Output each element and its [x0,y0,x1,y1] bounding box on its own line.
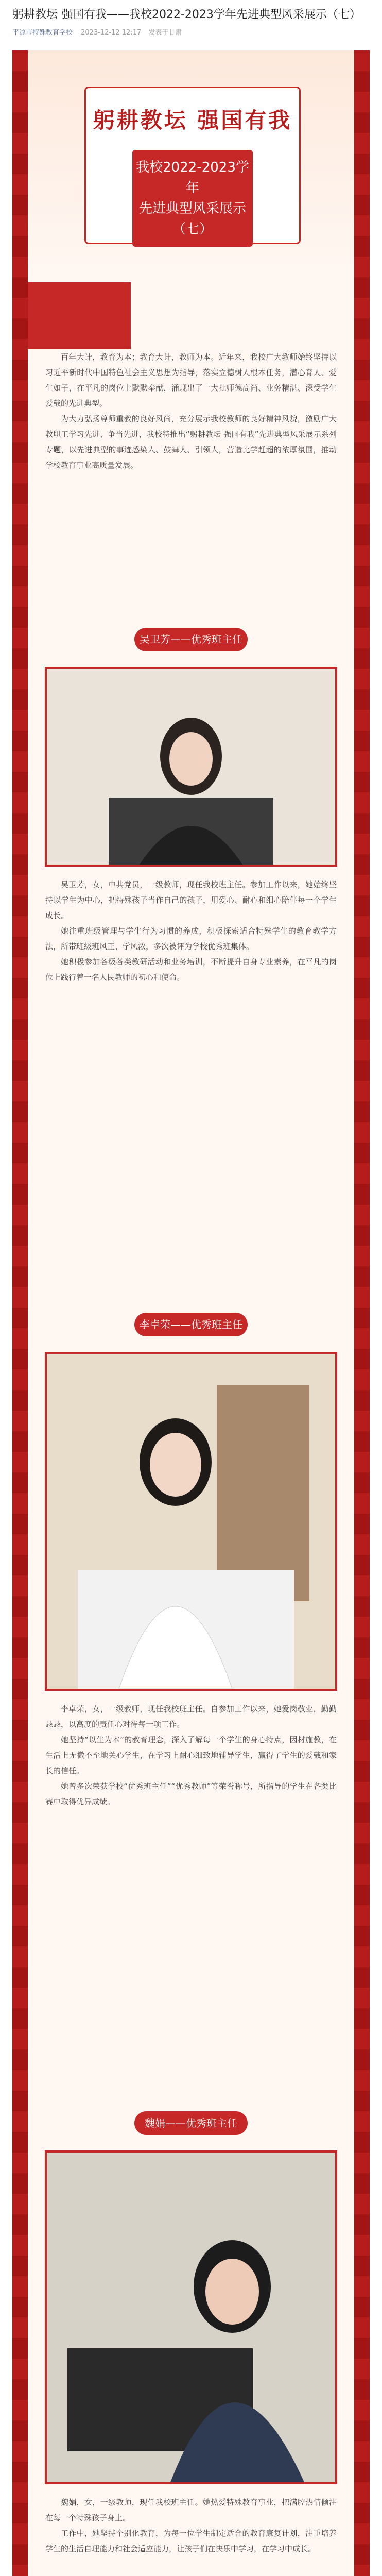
profile-paragraph: 她坚持“以生为本”的教育理念，深入了解每一个学生的身心特点，因材施教，在生活上无微不至地关心学生，在学习上耐心细致地辅导学生，赢得了学生的爱戴和家长的信任。 [45,1735,337,1775]
banner-frame [84,87,301,244]
banner [28,50,354,272]
article-header [0,0,382,37]
intro-paragraph: 为大力弘扬尊师重教的良好风尚，充分展示我校教师的良好精神风貌，激励广大教职工学习先进、争当先进，我校特推出“躬耕教坛 强国有我”先进典型风采展示系列专题，以先进典型的事迹感染人、鼓舞人、引领人，营造比学赶超的浓厚氛围，推动学校教育事业高质量发展。 [45,414,337,470]
profile-paragraph: 李卓荣，女，一级教师，现任我校班主任。自参加工作以来，她爱岗敬业，勤勤恳恳，以高度的责任心对待每一项工作。 [45,1704,337,1729]
teacher-photo [45,667,337,867]
profile-section [28,628,354,985]
banner-slogan: 躬耕教坛 强国有我 [93,108,292,133]
account-link[interactable]: 平凉市特殊教育学校 [12,29,73,37]
teacher-portrait-icon [47,669,335,865]
banner-subtitle-line1: 我校2022-2023学年 [136,160,249,196]
publish-date: 2023-12-12 12:17 [81,29,142,37]
banner-subtitle-line2: 先进典型风采展示（七） [138,201,246,237]
section-title: 李卓荣——优秀班主任 [134,1313,248,1336]
intro-icon [28,282,131,349]
left-border-decoration [12,50,28,2576]
profile-paragraph: 她积极参加各级各类教研活动和业务培训，不断提升自身专业素养，在平凡的岗位上践行着一名人民教师的初心和使命。 [45,957,337,982]
teacher-photo [45,1352,337,1691]
article-content [28,50,354,2576]
intro-paragraph: 百年大计，教育为本；教育大计，教师为本。近年来，我校广大教师始终坚持以习近平新时代中国特色社会主义思想为指导，落实立德树人根本任务，潜心育人、爱生如子，在平凡的岗位上默默奉献，涌现出了一大批师德高尚、业务精湛、深受学生爱戴的先进典型。 [45,352,337,408]
profile-paragraph: 吴卫芳，女，中共党员，一级教师，现任我校班主任。参加工作以来，她始终坚持以学生为中心，把特殊孩子当作自己的孩子，用爱心、耐心和细心陪伴每一个学生成长。 [45,880,337,920]
profile-paragraph: 工作中，她坚持个别化教育，为每一位学生制定适合的教育康复计划，注重培养学生的生活自理能力和社会适应能力，让孩子们在快乐中学习，在学习中成长。 [45,2529,337,2553]
teacher-portrait-icon [47,1354,335,1689]
profile-section [28,2111,354,2556]
article-body [12,50,370,2576]
article-meta [12,27,370,37]
teacher-photo [45,2150,337,2484]
article-title: 躬耕教坛 强国有我——我校2022-2023学年先进典型风采展示（七） [12,8,361,21]
profile-paragraph: 她曾多次荣获学校“优秀班主任”“优秀教师”等荣誉称号，所指导的学生在各类比赛中取得优异成绩。 [45,1782,337,1806]
section-title: 吴卫芳——优秀班主任 [134,628,248,651]
teacher-portrait-icon [47,2153,335,2482]
profile-paragraph: 魏娟，女，一级教师，现任我校班主任。她热爱特殊教育事业，把满腔热情倾注在每一个特殊孩子身上。 [45,2498,337,2522]
publish-location: 发表于甘肃 [148,29,182,37]
profile-paragraph: 她注重班级管理与学生行为习惯的养成，积极探索适合特殊学生的教育教学方法，所带班级班风正、学风浓，多次被评为学校优秀班集体。 [45,926,337,951]
intro-section [28,282,354,473]
right-border-decoration [354,50,370,2576]
banner-subtitle [132,150,253,247]
profile-section [28,1313,354,1809]
section-title: 魏娟——优秀班主任 [134,2111,248,2135]
